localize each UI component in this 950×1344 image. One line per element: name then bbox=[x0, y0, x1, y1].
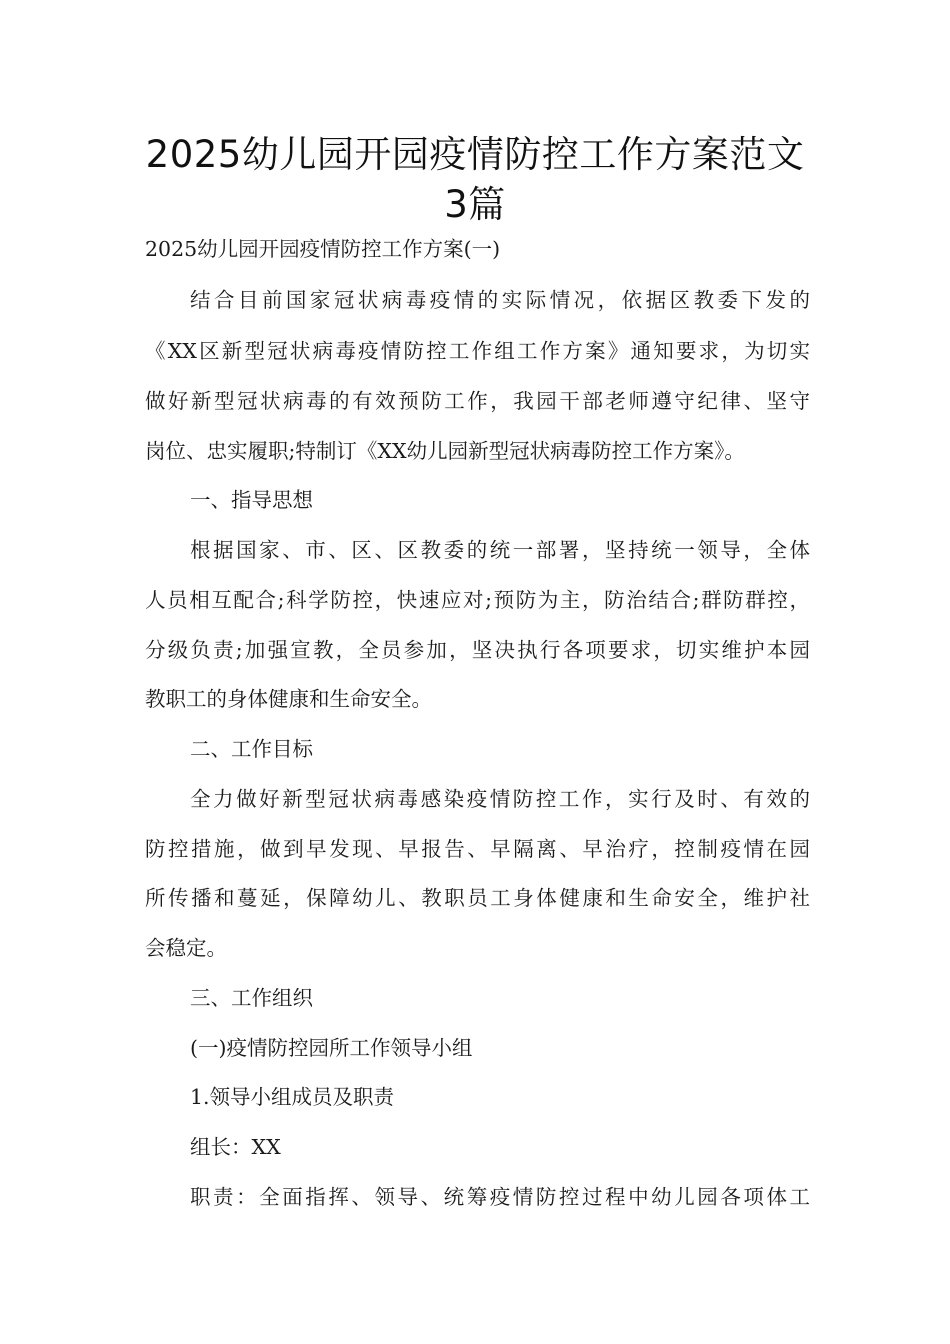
subsection-heading-1: (一)疫情防控园所工作领导小组 bbox=[190, 1036, 473, 1060]
document-title-line-2: 3篇 bbox=[444, 183, 506, 226]
paragraph-3-line-1: 全力做好新型冠状病毒感染疫情防控工作，实行及时、有效的 bbox=[190, 787, 810, 811]
paragraph-2-line-1: 根据国家、市、区、区教委的统一部署，坚持统一领导，全体 bbox=[190, 538, 810, 562]
paragraph-1-line-2: 《XX区新型冠状病毒疫情防控工作组工作方案》通知要求，为切实 bbox=[145, 339, 810, 363]
leader-line: 组长：XX bbox=[190, 1135, 281, 1159]
paragraph-3-line-2: 防控措施，做到早发现、早报告、早隔离、早治疗，控制疫情在园 bbox=[145, 837, 810, 861]
subsection-heading-2: 1.领导小组成员及职责 bbox=[190, 1085, 395, 1109]
paragraph-1-line-4: 岗位、忠实履职;特制订《XX幼儿园新型冠状病毒防控工作方案》。 bbox=[145, 439, 745, 463]
section-heading-2: 二、工作目标 bbox=[190, 737, 313, 761]
paragraph-2-line-4: 教职工的身体健康和生命安全。 bbox=[145, 687, 432, 711]
paragraph-1-line-1: 结合目前国家冠状病毒疫情的实际情况，依据区教委下发的 bbox=[190, 288, 810, 312]
paragraph-3-line-4: 会稳定。 bbox=[145, 936, 227, 960]
document-title-line-1: 2025幼儿园开园疫情防控工作方案范文 bbox=[145, 133, 805, 176]
paragraph-1-line-3: 做好新型冠状病毒的有效预防工作，我园干部老师遵守纪律、坚守 bbox=[145, 389, 810, 413]
paragraph-3-line-3: 所传播和蔓延，保障幼儿、教职员工身体健康和生命安全，维护社 bbox=[145, 886, 810, 910]
paragraph-2-line-2: 人员相互配合;科学防控，快速应对;预防为主，防治结合;群防群控， bbox=[145, 588, 810, 612]
section-heading-1: 一、指导思想 bbox=[190, 488, 313, 512]
paragraph-2-line-3: 分级负责;加强宣教，全员参加，坚决执行各项要求，切实维护本园 bbox=[145, 638, 810, 662]
document-subtitle: 2025幼儿园开园疫情防控工作方案(一) bbox=[145, 237, 501, 261]
section-heading-3: 三、工作组织 bbox=[190, 986, 313, 1010]
duty-line: 职责：全面指挥、领导、统筹疫情防控过程中幼儿园各项体工 bbox=[190, 1185, 810, 1209]
